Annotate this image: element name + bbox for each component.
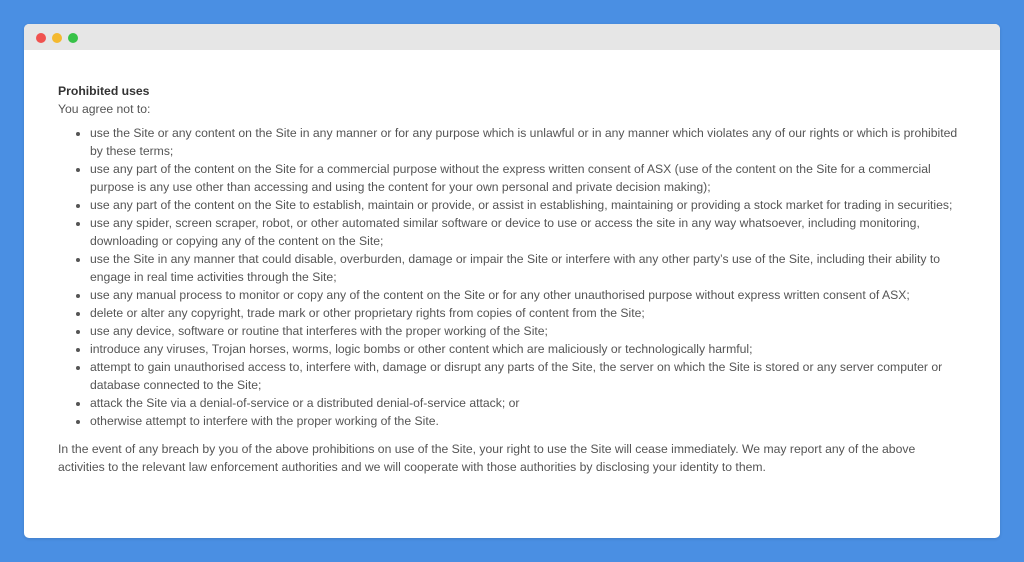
close-window-dot-icon[interactable] xyxy=(36,33,46,43)
list-item: • attack the Site via a denial-of-service or a distributed denial-of-service attack; or xyxy=(90,394,958,412)
list-item: • otherwise attempt to interfere with the proper working of the Site. xyxy=(90,412,958,430)
list-item: • use any spider, screen scraper, robot, or other automated similar software or device to use or access the site in any way whatsoever, including monitoring, downloading or copying any of the content on the Site; xyxy=(90,214,958,250)
list-item: • use any part of the content on the Site to establish, maintain or provide, or assist in establishing, maintaining or providing a stock market for trading in securities; xyxy=(90,196,958,214)
list-item: • attempt to gain unauthorised access to, interfere with, damage or disrupt any parts of the Site, the server on which the Site is stored or any server computer or database connected to the Site; xyxy=(90,358,958,394)
list-item: • introduce any viruses, Trojan horses, worms, logic bombs or other content which are maliciously or technologically harmful; xyxy=(90,340,958,358)
closing-paragraph: In the event of any breach by you of the above prohibitions on use of the Site, your right to use the Site will cease immediately. We may report any of the above activities to the relevant law enforcement authorities and we will cooperate with those authorities by disclosing your identity to them. xyxy=(58,442,916,474)
document-body xyxy=(58,82,958,476)
list-item: • use any part of the content on the Site for a commercial purpose without the express written consent of ASX (use of the content on the Site for a commercial purpose is any use other than accessing and using the content for your own personal and private decision making); xyxy=(90,160,958,196)
list-item: • use any device, software or routine that interferes with the proper working of the Site; xyxy=(90,322,958,340)
maximize-window-dot-icon[interactable] xyxy=(68,33,78,43)
minimize-window-dot-icon[interactable] xyxy=(52,33,62,43)
list-item: • use any manual process to monitor or copy any of the content on the Site or for any other unauthorised purpose without express written consent of ASX; xyxy=(90,286,958,304)
browser-window xyxy=(24,24,1000,538)
list-item: • use the Site or any content on the Site in any manner or for any purpose which is unlawful or in any manner which violates any of our rights or which is prohibited by these terms; xyxy=(90,124,958,160)
list-item: • use the Site in any manner that could disable, overburden, damage or impair the Site or interfere with any other party’s use of the Site, including their ability to engage in real time activities through the Site; xyxy=(90,250,958,286)
window-titlebar xyxy=(24,24,1000,50)
intro-text: You agree not to: xyxy=(58,102,151,116)
prohibited-uses-list xyxy=(58,124,958,430)
list-item: • delete or alter any copyright, trade mark or other proprietary rights from copies of content from the Site; xyxy=(90,304,958,322)
section-heading: Prohibited uses xyxy=(58,84,150,98)
